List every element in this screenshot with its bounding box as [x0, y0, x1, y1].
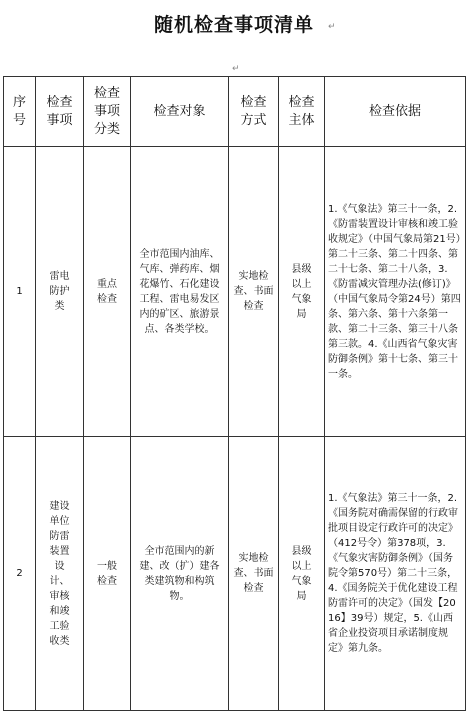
cell-item: 建设单位防雷装置设计、审核和竣工验收类: [36, 437, 84, 711]
table-row: [4, 437, 466, 711]
header-method: 检查方式: [229, 77, 279, 147]
cell-method: 实地检查、书面检查: [229, 437, 279, 711]
cell-category: 一般检查: [84, 437, 131, 711]
header-category: 检查事项分类: [84, 77, 131, 147]
cell-method: 实地检查、书面检查: [229, 147, 279, 437]
inspection-table: [3, 76, 466, 711]
cell-target: 全市范围内油库、气库、弹药库、烟花爆竹、石化建设工程、雷电易发区内的矿区、旅游景点、各类学校。: [131, 147, 229, 437]
header-item: 检查事项: [36, 77, 84, 147]
cell-subject: 县级以上气象局: [279, 147, 325, 437]
cell-basis: 1.《气象法》第三十一条，2.《国务院对确需保留的行政审批项目设定行政许可的决定》（412号令）第378项，3.《气象灾害防御条例》（国务院令第570号）第二十三条，4.《国务院关于优化建设工程防雷许可的决定》（国发【2016】39号）规定，5.《山西省企业投资项目承诺制度规定》第九条。: [325, 437, 466, 711]
header-basis: 检查依据: [325, 77, 466, 147]
cell-basis: 1.《气象法》第三十一条，2.《防雷装置设计审核和竣工验收规定》（中国气象局第21号）第二十三条、第二十四条、第二十七条、第二十八条，3.《防雷减灾管理办法(修订)》（中国气象局令第24号）第四条、第六条、第十六条第一款、第二十三条、第三十八条第三款。4.《山西省气象灾害防御条例》第十七条、第三十一条。: [325, 147, 466, 437]
table-header-row: [4, 77, 466, 147]
paragraph-mark-icon: ↵: [232, 64, 240, 74]
document-title: 随机检查事项清单: [153, 14, 314, 36]
cell-target: 全市范围内的新建、改（扩）建各类建筑物和构筑物。: [131, 437, 229, 711]
cell-seq: 2: [4, 437, 36, 711]
header-subject: 检查主体: [279, 77, 325, 147]
table-row: [4, 147, 466, 437]
header-target: 检查对象: [131, 77, 229, 147]
header-seq: 序号: [4, 77, 36, 147]
cell-subject: 县级以上气象局: [279, 437, 325, 711]
cell-category: 重点检查: [84, 147, 131, 437]
cell-item: 雷电防护类: [36, 147, 84, 437]
cell-seq: 1: [4, 147, 36, 437]
paragraph-mark-icon: ↵: [328, 22, 336, 32]
